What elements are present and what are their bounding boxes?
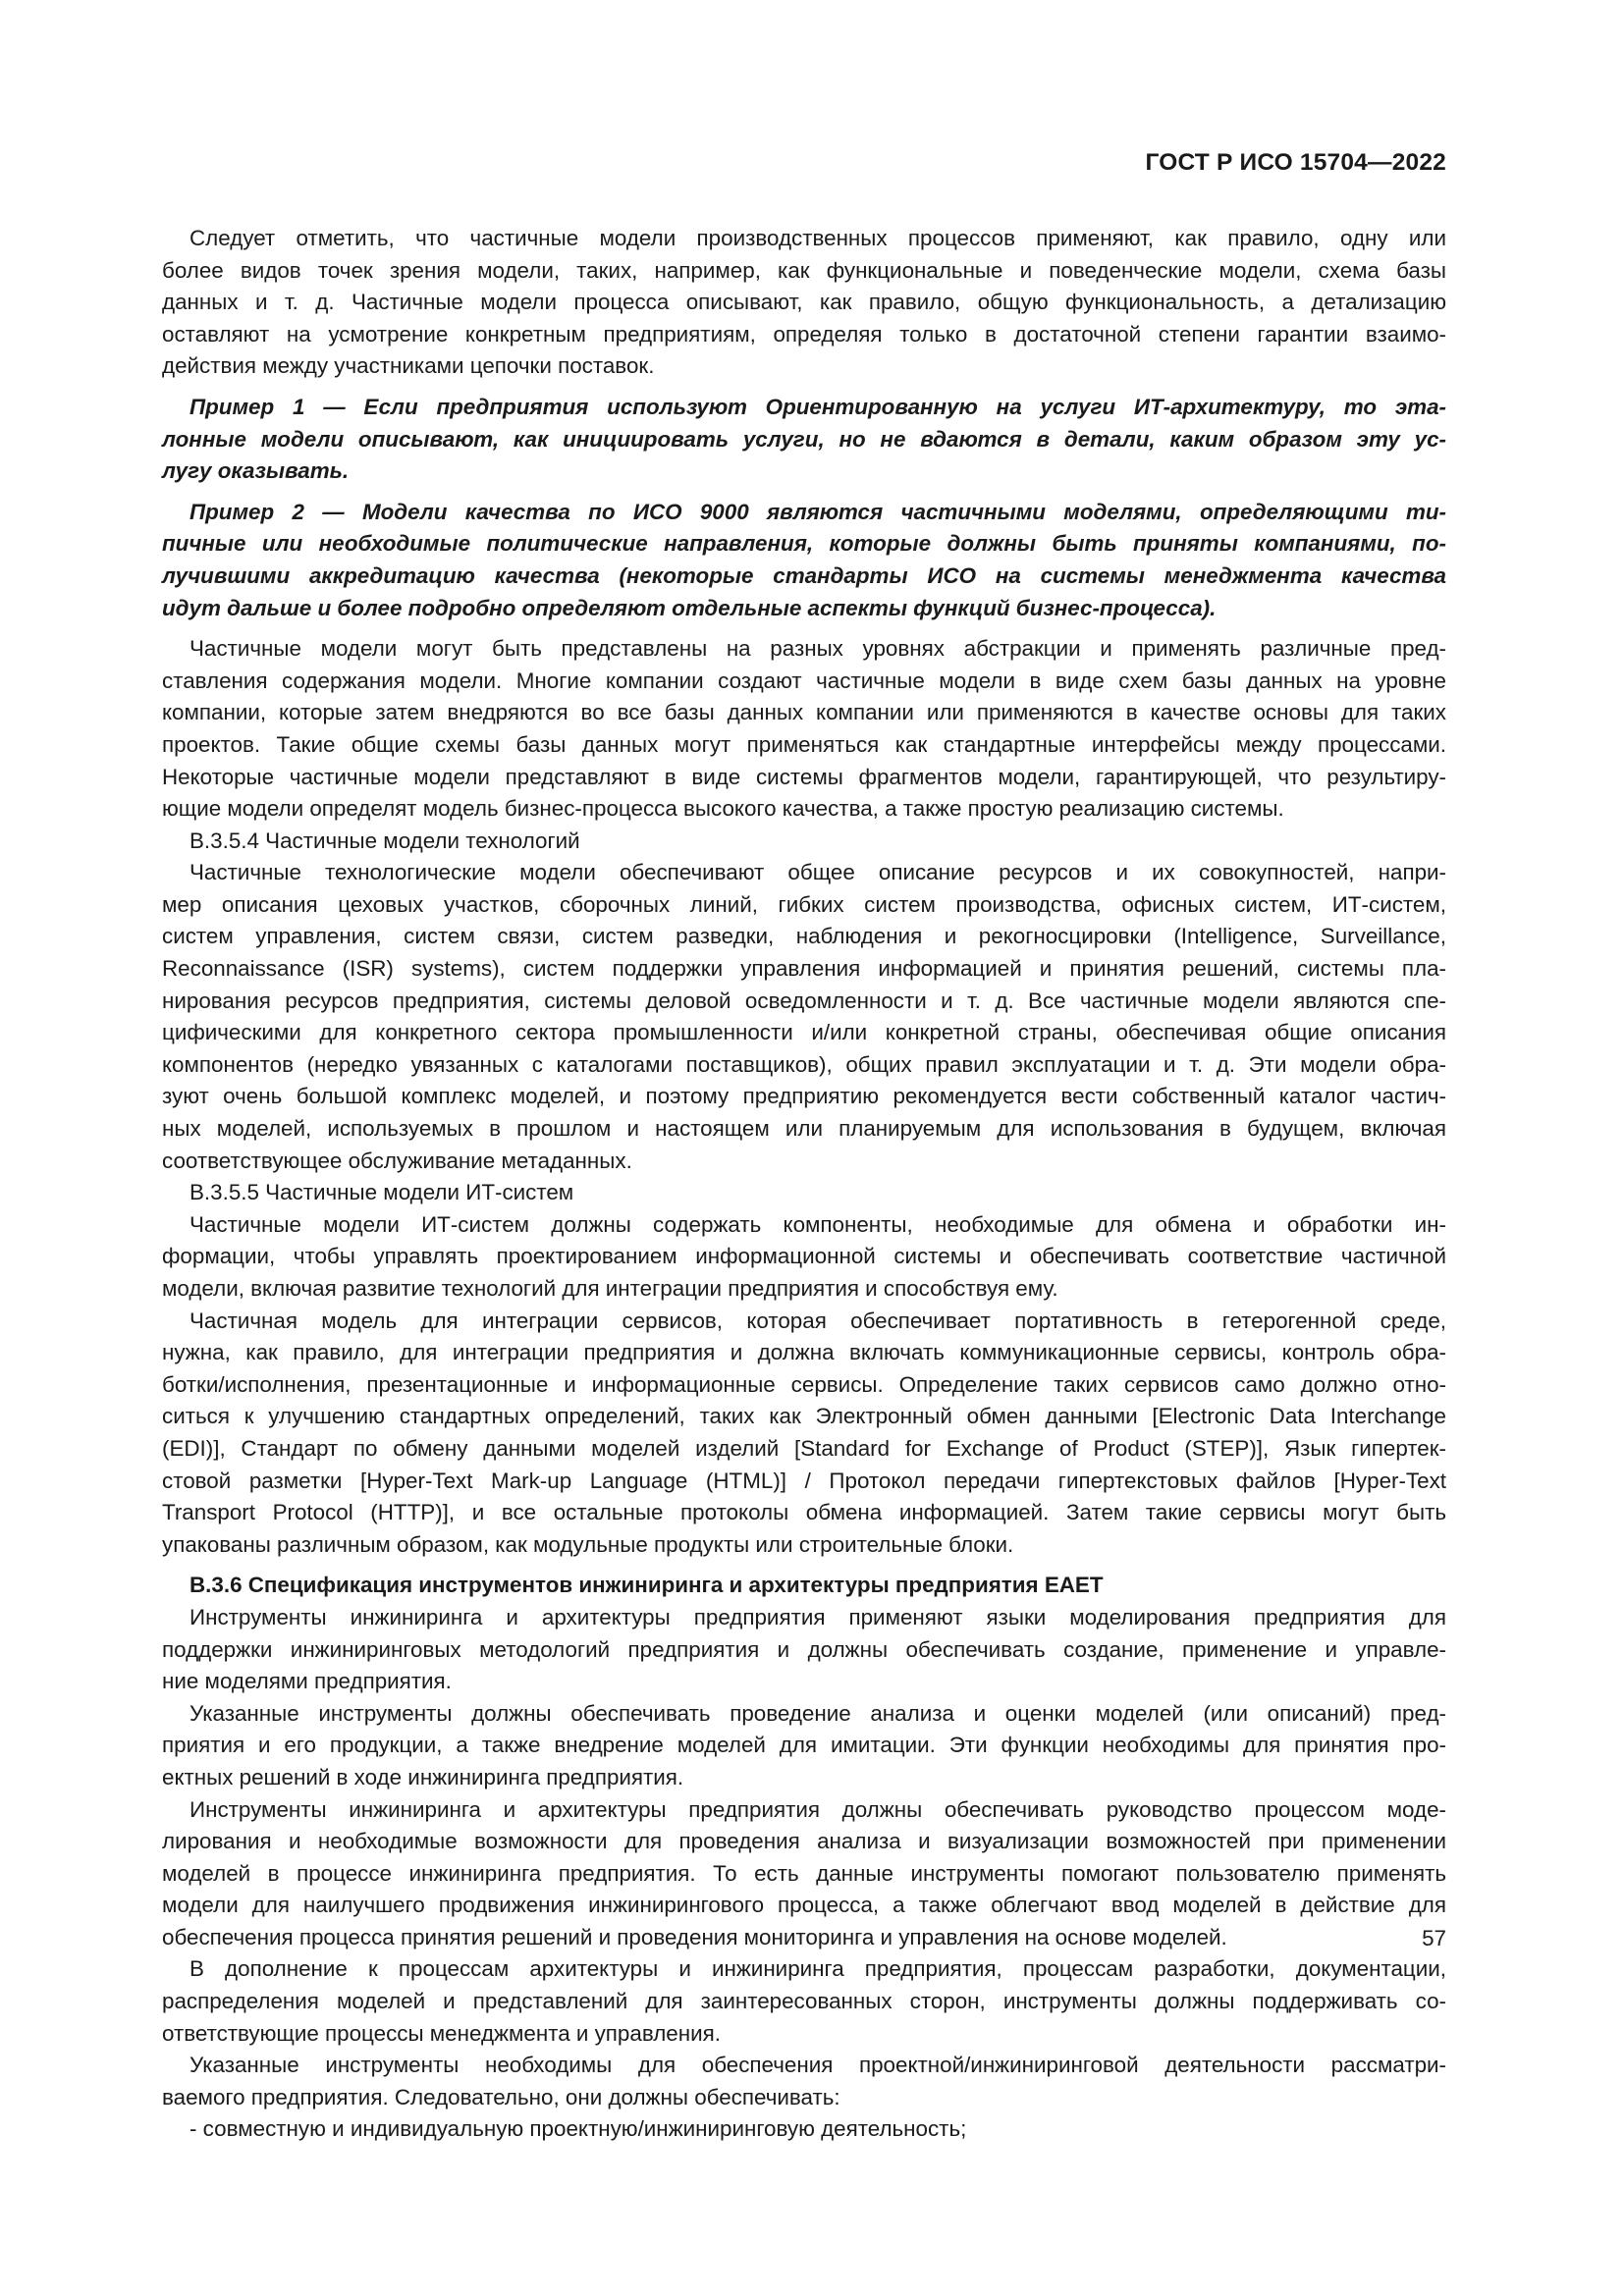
text-line: проектов. Такие общие схемы базы данных могут применяться как стандартные интерфейсы между процессами. [162,731,1446,757]
paragraph-management-processes [162,1953,1446,2050]
text-line: нирования ресурсов предприятия, системы деловой осведомленности и т. д. Все частичные модели являются спе- [162,988,1446,1013]
paragraph-abstraction-levels [162,633,1446,826]
text-line: Частичные модели могут быть представлены на разных уровнях абстракции и применять различные пред- [189,636,1446,662]
text-line: компонентов (нередко увязанных с каталогами поставщиков), общих правил эксплуатации и т. д. Эти модели обра- [162,1051,1446,1077]
example-2 [162,497,1446,624]
text-line: Частичная модель для интеграции сервисов, которая обеспечивает портативность в гетерогенной среде, [189,1308,1446,1333]
text-line: В.3.5.4 Частичные модели технологий [189,828,580,853]
text-line: более видов точек зрения модели, таких, например, как функциональные и поведенческие модели, схема базы [162,257,1446,283]
text-line: распределения моделей и представлений для заинтересованных сторон, инструменты должны поддерживать со- [162,1989,1446,2014]
text-line: цифическими для конкретного сектора промышленности и/или конкретной страны, обеспечивая общие описания [162,1020,1446,1045]
page-number: 57 [1422,1926,1446,1950]
example-1 [162,392,1446,488]
text-line: поддержки инжиниринговых методологий предприятия и должны обеспечивать создание, применение и управле- [162,1636,1446,1662]
list-item [162,2113,1446,2146]
text-line: пичные или необходимые политические направления, которые должны быть приняты компаниями, по- [162,531,1446,557]
text-line: компании, которые затем внедряются во все базы данных компании или применяются в качестве основы для таких [162,700,1446,725]
paragraph-technology-models [162,857,1446,1177]
text-line: Инструменты инжиниринга и архитектуры предприятия должны обеспечивать руководство процессом моде- [189,1796,1446,1822]
text-line: ставления содержания модели. Многие компании создают частичные модели в виде схем базы данных на уровне [162,667,1446,693]
page-body [162,223,1446,2146]
text-line: моделей в процессе инжиниринга предприятия. То есть данные инструменты помогают пользователю применять [162,1860,1446,1886]
text-line: Некоторые частичные модели представляют в виде системы фрагментов модели, гарантирующей, что результиру- [162,764,1446,789]
paragraph-modelling-guidance [162,1794,1446,1954]
text-line: обеспечения процесса принятия решений и проведения мониторинга и управления на основе моделей. [162,1924,1227,1949]
text-line: идут дальше и более подробно определяют отдельные аспекты функций бизнес-процесса). [162,595,1217,620]
text-line: приятия и его продукции, а также внедрение моделей для имитации. Эти функции необходимы для принятия про- [162,1733,1446,1758]
text-line: - совместную и индивидуальную проектную/инжиниринговую деятельность; [189,2116,967,2142]
text-line: мер описания цеховых участков, сборочных линий, гибких систем производства, офисных систем, ИТ-систем, [162,891,1446,917]
text-line: ектных решений в ходе инжиниринга предприятия. [162,1764,684,1789]
text-line: Частичные модели ИТ-систем должны содержать компоненты, необходимые для обмена и обработки ин- [189,1211,1446,1237]
text-line: Следует отметить, что частичные модели производственных процессов применяют, как правило, одну или [189,226,1446,250]
text-line: лугу оказывать. [162,458,350,484]
paragraph-it-system-models [162,1209,1446,1306]
paragraph-service-integration [162,1306,1446,1562]
text-line: Пример 1 — Если предприятия используют Ориентированную на услуги ИТ-архитектуру, то эта- [189,394,1446,419]
text-line: нужна, как правило, для интеграции предприятия и должна включать коммуникационные сервисы, контроль обра- [162,1340,1446,1365]
text-line: Reconnaissance (ISR) systems), систем поддержки управления информацией и принятия решений, системы пла- [162,956,1446,982]
text-line: ответствующие процессы менеджмента и управления. [162,2020,721,2046]
text-line: действия между участниками цепочки поставок. [162,353,655,379]
paragraph-partial-process-models [162,223,1446,383]
text-line: данных и т. д. Частичные модели процесса описывают, как правило, общую функциональность, а детализацию [162,290,1446,315]
text-line: В дополнение к процессам архитектуры и инжиниринга предприятия, процессам разработки, документации, [189,1956,1446,1982]
text-line: зуют очень большой комплекс моделей, и поэтому предприятию рекомендуется вести собственный каталог частич- [162,1084,1446,1109]
paragraph-analysis-evaluation [162,1698,1446,1794]
text-line: модели, включая развитие технологий для интеграции предприятия и способствуя ему. [162,1276,1058,1301]
subsection-heading-b354 [162,826,1446,858]
text-line: Transport Protocol (HTTP)], и все остальные протоколы обмена информацией. Затем такие сервисы могут быть [162,1500,1446,1525]
text-line: ситься к улучшению стандартных определений, таких как Электронный обмен данными [Electronic Data Interchange [162,1404,1446,1429]
text-line: соответствующее обслуживание метаданных. [162,1148,632,1173]
text-line: ющие модели определят модель бизнес-процесса высокого качества, а также простую реализацию системы. [162,796,1284,822]
text-line: упакованы различным образом, как модульные продукты или строительные блоки. [162,1531,1014,1557]
text-line: оставляют на усмотрение конкретным предприятиям, определяя только в достаточной степени гарантии взаимо- [162,321,1446,347]
text-line: ботки/исполнения, презентационные и информационные сервисы. Определение таких сервисов само должно отно- [162,1371,1446,1397]
section-heading-b36 [162,1570,1446,1602]
text-line: формации, чтобы управлять проектированием информационной системы и обеспечивать соответствие частичной [162,1244,1446,1269]
text-line: Частичные технологические модели обеспечивают общее описание ресурсов и их совокупностей, напри- [189,860,1446,885]
subsection-heading-b355 [162,1177,1446,1209]
text-line: ние моделями предприятия. [162,1669,452,1694]
text-line: лучившими аккредитацию качества (некоторые стандарты ИСО на системы менеджмента качества [162,562,1446,588]
paragraph-eaet-tools [162,1602,1446,1698]
text-line: В.3.6 Спецификация инструментов инжиниринга и архитектуры предприятия ЕАЕТ [189,1573,1104,1598]
paragraph-tools-requirements [162,2050,1446,2113]
text-line: стовой разметки [Hyper-Text Mark-up Language (HTML)] / Протокол передачи гипертекстовых файлов [Hyper-Text [162,1468,1446,1493]
text-line: (EDI)], Стандарт по обмену данными моделей изделий [Standard for Exchange of Product (STEP)], Язык гипертек- [162,1435,1446,1461]
document-code-header: ГОСТ Р ИСО 15704—2022 [1145,149,1446,176]
text-line: систем управления, систем связи, систем разведки, наблюдения и рекогносцировки (Intelligence, Surveillance, [162,924,1446,949]
text-line: модели для наилучшего продвижения инжинирингового процесса, а также облегчают ввод моделей в действие для [162,1893,1446,1918]
text-line: лонные модели описывают, как инициировать услуги, но не вдаются в детали, каким образом эту ус- [162,426,1446,452]
text-line: В.3.5.5 Частичные модели ИТ-систем [189,1180,574,1205]
text-line: Указанные инструменты необходимы для обеспечения проектной/инжиниринговой деятельности рассматри- [189,2053,1446,2078]
text-line: Инструменты инжиниринга и архитектуры предприятия применяют языки моделирования предприятия для [189,1604,1446,1629]
text-line: ваемого предприятия. Следовательно, они должны обеспечивать: [162,2084,840,2109]
text-line: ных моделей, используемых в прошлом и настоящем или планируемым для использования в будущем, включая [162,1116,1446,1142]
text-line: лирования и необходимые возможности для проведения анализа и визуализации возможностей при применении [162,1829,1446,1854]
text-line: Указанные инструменты должны обеспечивать проведение анализа и оценки моделей (или описаний) пред- [189,1700,1446,1726]
text-line: Пример 2 — Модели качества по ИСО 9000 являются частичными моделями, определяющими ти- [189,499,1446,524]
